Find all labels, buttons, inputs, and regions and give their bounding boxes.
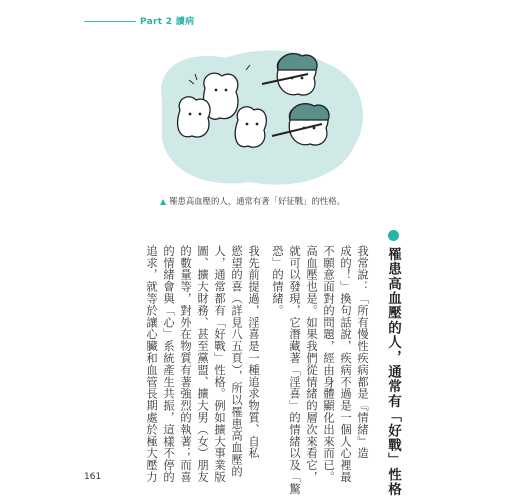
body-text-line-11: 的數量等，對外在物質有著強烈的執著；而喜 (179, 245, 192, 483)
caption-text: 罹患高血壓的人，通常有著「好征戰」的性格。 (169, 196, 346, 206)
section-heading (383, 230, 403, 497)
illustration (150, 40, 370, 190)
body-text-line-6: 恐」的情緒。 (271, 245, 284, 317)
body-text-line-10: 圖、擴大財務、甚至黨盟、擴大男（女）朋友 (196, 245, 209, 483)
body-text-line-8: 慾望的喜（詳見八五頁），所以罹患高血壓的 (230, 245, 243, 478)
bullet-dot-icon (388, 230, 399, 241)
body-text-line-12: 的情緒會與「心」系統產生共振，這樣不停的 (162, 245, 175, 483)
section-header: Part 2 讀病 (140, 17, 195, 27)
triangle-icon: ▲ (160, 197, 167, 206)
body-text-line-13: 追求，就等於讓心臟和血管長期處於極大壓力 (145, 245, 158, 483)
body-text-line-3: 不願意面對的問題，經由身體顯化出來而已。 (322, 245, 335, 483)
body-text-line-1: 我常說：「所有慢性疾病都是『情緒』造 (356, 245, 369, 460)
body-text-line-7: 我先前提過，淫喜是一種追求物質、自私 (247, 245, 260, 460)
body-text-line-4: 高血壓也是。如果我們從情緒的層次來看它， (305, 245, 318, 483)
page-number: 161 (84, 472, 102, 482)
body-text-line-2: 成的！」換句話說，疾病不過是一個人心裡最 (339, 245, 352, 483)
body-text-line-5: 就可以發現，它潛藏著「淫喜」的情緒以及「驚 (288, 245, 301, 495)
section-heading-text: 罹患高血壓的人，通常有「好戰」性格 (385, 247, 401, 497)
header-rule (84, 21, 136, 22)
body-text-line-9: 人，通常都有「好戰」性格。例如擴大事業版 (213, 245, 226, 483)
figure-caption (160, 195, 345, 207)
